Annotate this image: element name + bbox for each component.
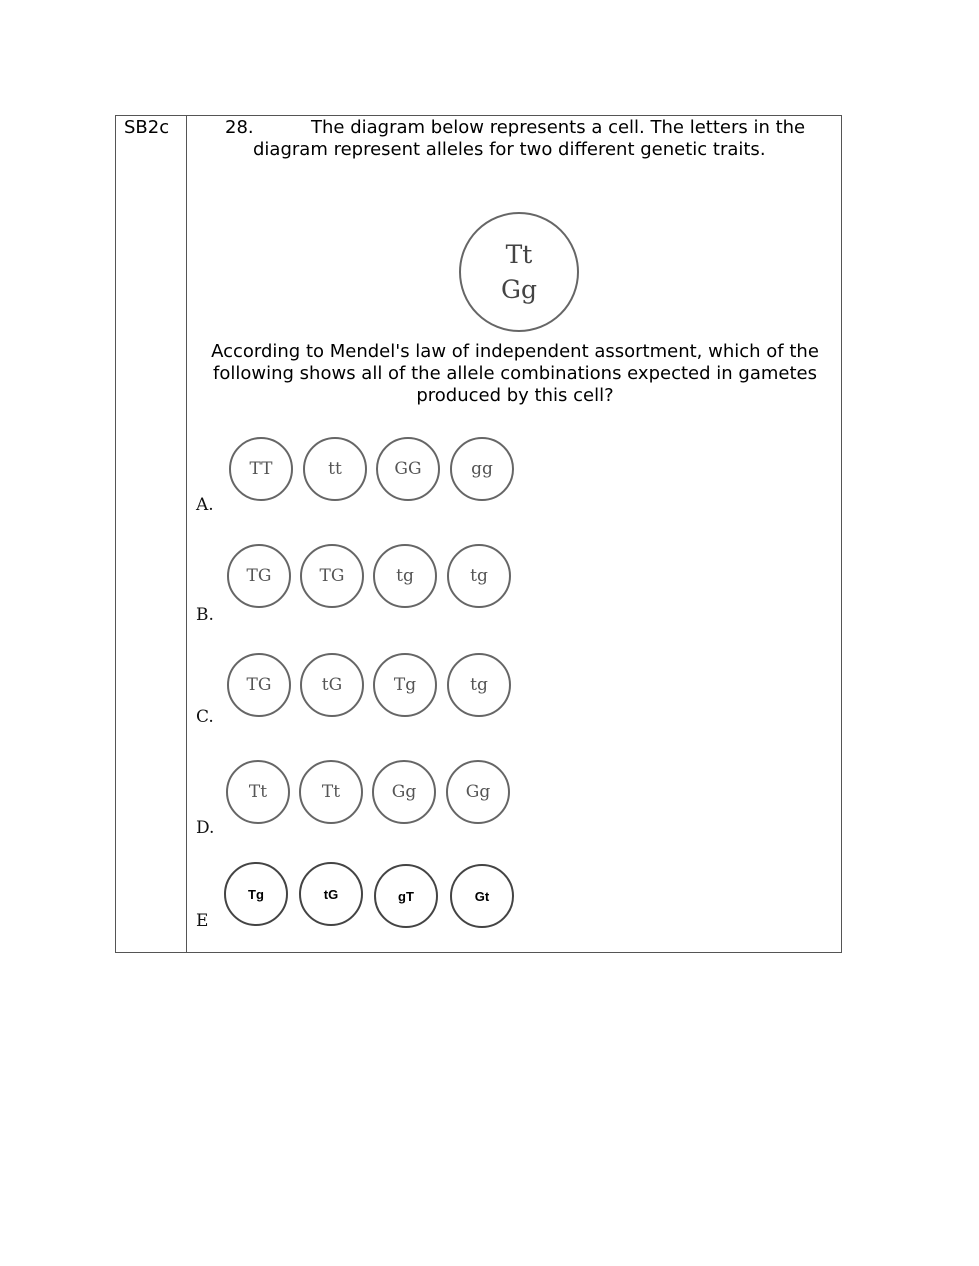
- gamete-circle: tt: [303, 437, 367, 501]
- option-label: B.: [196, 605, 214, 625]
- gamete-circle: gg: [450, 437, 514, 501]
- gamete-circle: TT: [229, 437, 293, 501]
- gamete-circle: Tg: [224, 862, 288, 926]
- gamete-circle: gT: [374, 864, 438, 928]
- gamete-circle: tg: [447, 544, 511, 608]
- gamete-circle: TG: [227, 653, 291, 717]
- gamete-circle: tg: [373, 544, 437, 608]
- option-label: E: [196, 911, 209, 931]
- gamete-circle: Tt: [226, 760, 290, 824]
- gamete-circle: tg: [447, 653, 511, 717]
- gamete-circle: Tt: [299, 760, 363, 824]
- cell-allele-line-2: Gg: [501, 275, 537, 304]
- question-number: 28.: [225, 117, 254, 138]
- gamete-circle: tG: [300, 653, 364, 717]
- gamete-circle: Gg: [372, 760, 436, 824]
- gamete-circle: Tg: [373, 653, 437, 717]
- gamete-circle: tG: [299, 862, 363, 926]
- option-label: D.: [196, 818, 215, 838]
- gamete-circle: TG: [227, 544, 291, 608]
- cell-diagram: [459, 212, 579, 332]
- column-divider: [186, 115, 187, 953]
- option-label: A.: [196, 495, 214, 515]
- gamete-circle: TG: [300, 544, 364, 608]
- standard-code: SB2c: [124, 117, 170, 138]
- gamete-circle: GG: [376, 437, 440, 501]
- question-prompt: According to Mendel's law of independent assortment, which of the following shows all of the allele combinations expected in gametes produced by this cell?: [211, 341, 819, 406]
- option-label: C.: [196, 707, 214, 727]
- gamete-circle: Gt: [450, 864, 514, 928]
- cell-allele-line-1: Tt: [505, 240, 533, 269]
- question-text: The diagram below represents a cell. The letters in the diagram represent alleles for two different genetic traits.: [253, 117, 806, 160]
- gamete-circle: Gg: [446, 760, 510, 824]
